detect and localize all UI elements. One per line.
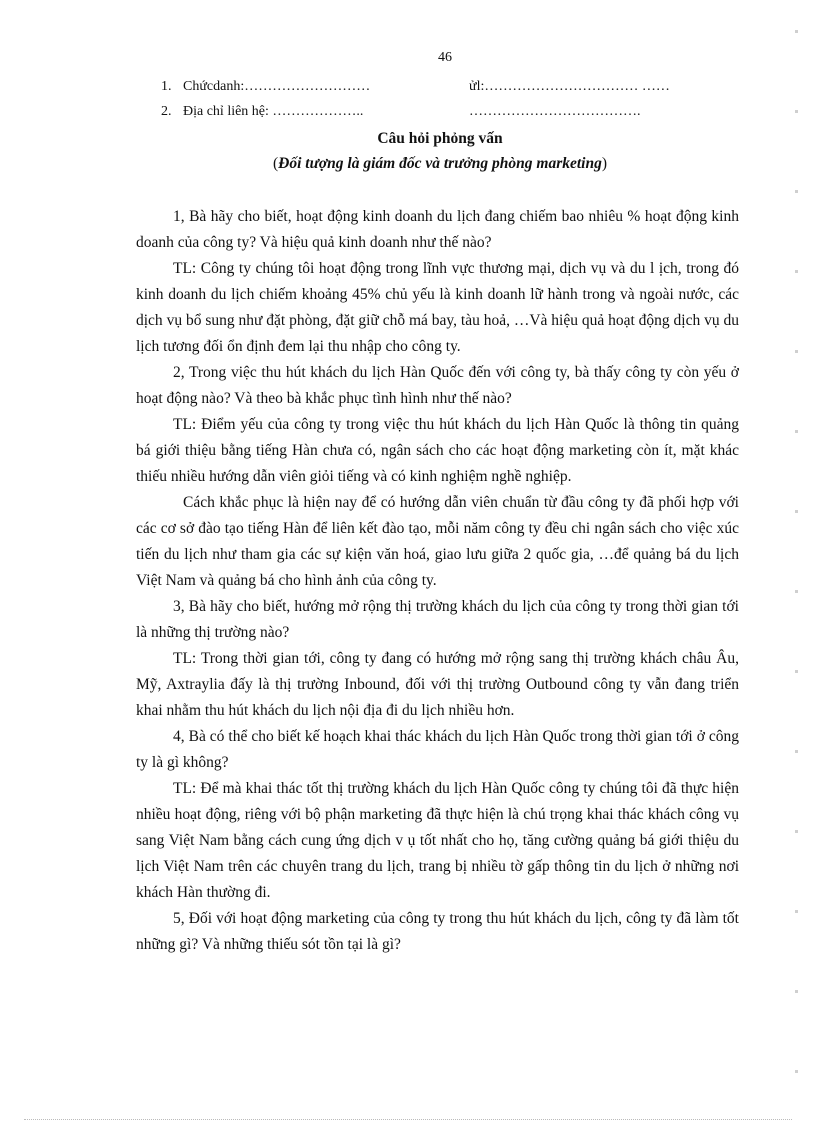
answer-1: TL: Công ty chúng tôi hoạt động trong lĩnh vực thương mại, dịch vụ và du l ịch, trong đó kinh doanh du lịch chiếm khoảng 45% chủ yếu là kinh doanh lữ hành trong và ngoài nước, các dịch vụ bổ sung như đặt phòng, đặt giữ chỗ má bay, tàu hoả, …Và hiệu quả hoạt động dịch vụ du lịch tương đối ổn định đem lại thu nhập cho công ty. <box>136 260 739 355</box>
subtitle-text: Đối tượng là giám đốc và trưởng phòng marketing <box>278 155 602 172</box>
field-label: Địa chỉ liên hệ: ……………….. <box>183 104 364 119</box>
document-title: Câu hỏi phỏng vấn <box>377 130 503 147</box>
question-5: 5, Đối với hoạt động marketing của công ty trong thu hút khách du lịch, công ty đã làm tốt những gì? Và những thiếu sót tồn tại là gì? <box>136 910 739 953</box>
page-number: 46 <box>438 50 452 65</box>
margin-mark <box>795 30 798 33</box>
answer-3: TL: Trong thời gian tới, công ty đang có hướng mở rộng sang thị trường khách châu Âu, Mỹ, Axtraylia đấy là thị trường Inbound, đối với thị trường Outbound công ty vẫn đang triển khai nhằm thu hút khách du lịch nội địa đi du lịch nhiều hơn. <box>136 650 739 719</box>
margin-marks <box>795 30 798 1110</box>
margin-mark <box>795 990 798 993</box>
answer-2-continued: Cách khắc phục là hiện nay để có hướng dẫn viên chuẩn từ đầu công ty đã phối hợp với các cơ sở đào tạo tiếng Hàn để liên kết đào tạo, mỗi năm công ty đều chi ngân sách cho việc xúc tiến du lịch như tham gia các sự kiện văn hoá, giao lưu giữa 2 quốc gia, …để quảng bá du lịch Việt Nam và quảng bá cho hình ảnh của công ty. <box>136 494 739 589</box>
margin-mark <box>795 670 798 673</box>
field-continuation: ………………………………. <box>469 104 641 119</box>
margin-mark <box>795 910 798 913</box>
margin-mark <box>795 750 798 753</box>
document-subtitle <box>0 155 816 173</box>
margin-mark <box>795 1070 798 1073</box>
document-body <box>136 204 739 958</box>
margin-mark <box>795 110 798 113</box>
subtitle-open-paren: ( <box>272 155 279 172</box>
answer-2: TL: Điểm yếu của công ty trong việc thu hút khách du lịch Hàn Quốc là thông tin quảng bá giới thiệu bằng tiếng Hàn chưa có, ngân sách cho các hoạt động marketing còn ít, mặt khác thiếu nhiều hướng dẫn viên giỏi tiếng và có kinh nghiệm nghề nghiệp. <box>136 416 739 485</box>
field-label: Chứcdanh:……………………… <box>183 79 371 94</box>
subtitle-close-paren: ) <box>601 155 608 172</box>
field-continuation: ửl:…………………………… …… <box>469 79 670 94</box>
margin-mark <box>795 270 798 273</box>
question-3: 3, Bà hãy cho biết, hướng mở rộng thị trường khách du lịch của công ty trong thời gian tới là những thị trường nào? <box>136 598 739 641</box>
margin-mark <box>795 190 798 193</box>
answer-4: TL: Để mà khai thác tốt thị trường khách du lịch Hàn Quốc công ty chúng tôi đã thực hiện nhiều hoạt động, riêng với bộ phận marketing đã thực hiện là chú trọng khai thác khách công vụ sang Việt Nam bằng cách cung ứng dịch v ụ tốt nhất cho họ, tăng cường quảng bá giới thiệu du lịch Việt Nam trên các chuyên trang du lịch, trang bị nhiều tờ gấp thông tin du lịch ở những nơi khách Hàn thường đi. <box>136 780 739 901</box>
question-4: 4, Bà có thể cho biết kế hoạch khai thác khách du lịch Hàn Quốc trong thời gian tới ở công ty là gì không? <box>136 728 739 771</box>
margin-mark <box>795 590 798 593</box>
field-line-title <box>161 79 670 95</box>
page-bottom-rule <box>24 1119 792 1120</box>
question-1: 1, Bà hãy cho biết, hoạt động kinh doanh du lịch đang chiếm bao nhiêu % hoạt động kinh doanh của công ty? Và hiệu quả kinh doanh như thế nào? <box>136 208 739 251</box>
margin-mark <box>795 830 798 833</box>
field-number: 1. <box>161 79 172 94</box>
margin-mark <box>795 350 798 353</box>
question-2: 2, Trong việc thu hút khách du lịch Hàn Quốc đến với công ty, bà thấy công ty còn yếu ở hoạt động nào? Và theo bà khắc phục tình hình như thế nào? <box>136 364 739 407</box>
field-number: 2. <box>161 104 172 119</box>
field-line-address <box>161 104 641 120</box>
margin-mark <box>795 510 798 513</box>
margin-mark <box>795 430 798 433</box>
